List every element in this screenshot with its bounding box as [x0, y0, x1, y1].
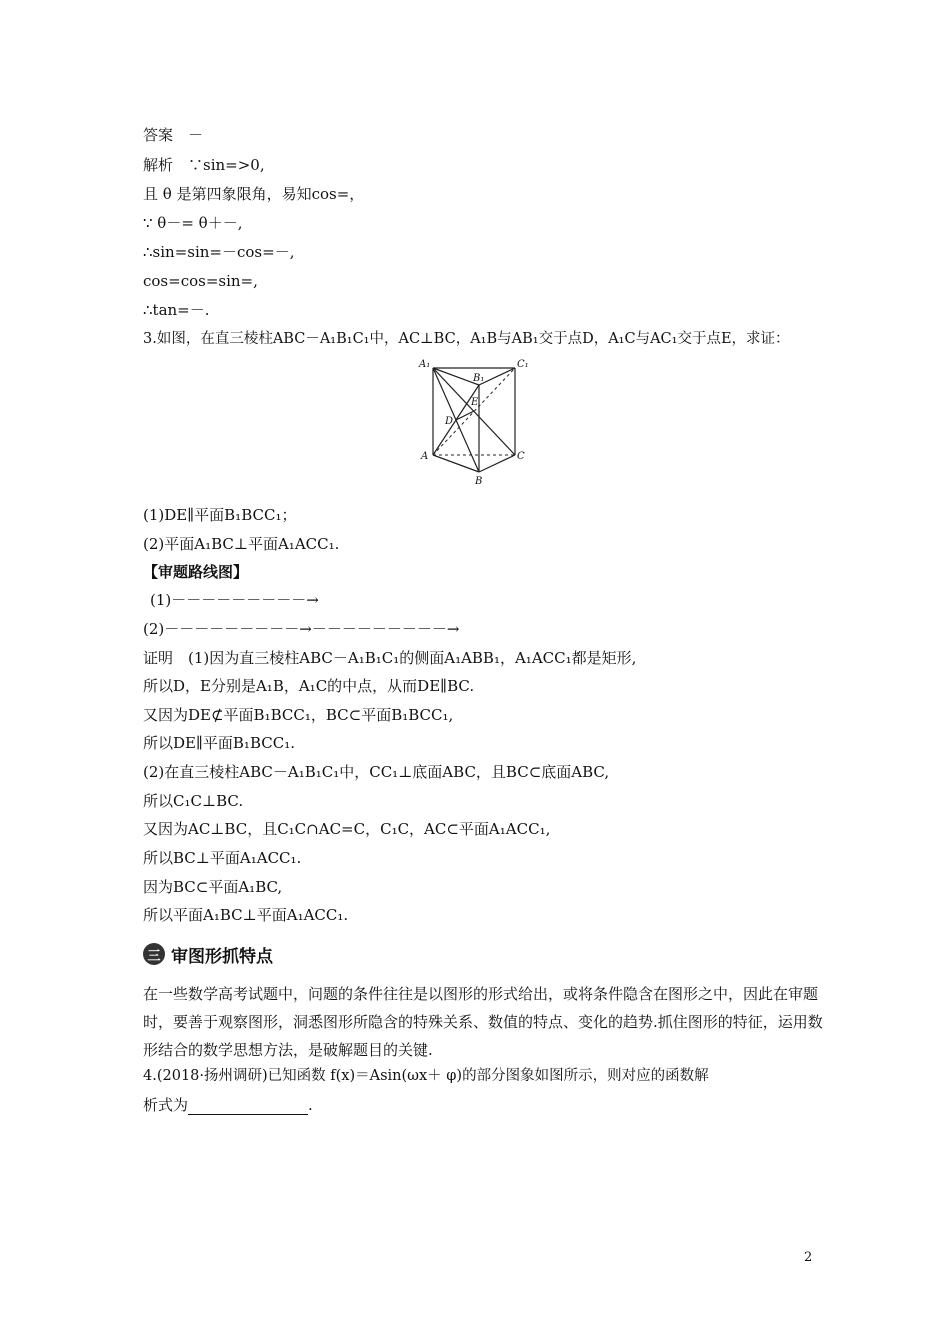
label-B: B	[475, 476, 483, 487]
label-C: C	[517, 451, 525, 462]
question-4-line-2	[143, 1095, 313, 1115]
proof-line-2: 所以D，E分别是A₁B，A₁C的中点，从而DE∥BC.	[143, 677, 475, 695]
proof-line-7: 又因为AC⊥BC，且C₁C∩AC=C，C₁C，AC⊂平面A₁ACC₁,	[143, 820, 551, 838]
route-line-1: (1)－－－－－－－－－→	[150, 591, 319, 609]
route-title: 【审题路线图】	[143, 563, 249, 581]
label-B1: B₁	[473, 373, 485, 384]
label-E: E	[471, 397, 479, 408]
label-A: A	[421, 451, 429, 462]
label-A1: A₁	[419, 359, 431, 370]
section-paragraph: 在一些数学高考试题中，问题的条件往往是以图形的形式给出，或将条件隐含在图形之中，因此在审题时，要善于观察图形，洞悉图形所隐含的特殊关系、数值的特点、变化的趋势.抓住图形的特征，运用数形结合的数学思想方法，是破解题目的关键.	[143, 985, 823, 1059]
section-number-badge: 三	[143, 943, 165, 965]
analysis-line-5: cos=cos=sin=,	[143, 272, 258, 290]
prism-figure	[415, 355, 535, 490]
proof-line-6: 所以C₁C⊥BC.	[143, 792, 244, 810]
question-3-part-2: (2)平面A₁BC⊥平面A₁ACC₁.	[143, 535, 340, 553]
question-4-line-1: 4.(2018·扬州调研)已知函数 f(x)＝Asin(ωx＋ φ)的部分图象如图所示，则对应的函数解	[143, 1068, 709, 1084]
proof-line-3: 又因为DE⊄平面B₁BCC₁，BC⊂平面B₁BCC₁,	[143, 706, 454, 724]
analysis-line-2: 且 θ 是第四象限角，易知cos=，	[143, 185, 365, 203]
analysis-line-4: ∴sin=sin=－cos=－,	[143, 243, 295, 261]
question-3: 3.如图，在直三棱柱ABC－A₁B₁C₁中，AC⊥BC，A₁B与AB₁交于点D，A₁C与AC₁交于点E，求证：	[143, 331, 790, 347]
answer-line: 答案 －	[143, 126, 204, 144]
question-4-prompt: 析式为	[143, 1096, 189, 1114]
section-title-text: 审图形抓特点	[171, 946, 273, 967]
proof-line-10: 所以平面A₁BC⊥平面A₁ACC₁.	[143, 906, 349, 924]
page-number: 2	[804, 1250, 813, 1265]
label-C1: C₁	[517, 359, 529, 370]
analysis-line-3: ∵ θ－= θ＋－,	[143, 214, 243, 232]
question-3-part-1: (1)DE∥平面B₁BCC₁；	[143, 506, 297, 524]
proof-line-8: 所以BC⊥平面A₁ACC₁.	[143, 849, 302, 867]
proof-line-5: (2)在直三棱柱ABC－A₁B₁C₁中，CC₁⊥底面ABC，且BC⊂底面ABC,	[143, 763, 610, 781]
answer-blank[interactable]	[188, 1098, 308, 1115]
proof-line-9: 因为BC⊂平面A₁BC,	[143, 878, 283, 896]
edge-bc	[479, 455, 515, 472]
proof-line-1: 证明 (1)因为直三棱柱ABC－A₁B₁C₁的侧面A₁ABB₁，A₁ACC₁都是矩形,	[143, 649, 637, 667]
proof-line-4: 所以DE∥平面B₁BCC₁.	[143, 734, 295, 752]
analysis-line-6: ∴tan=－.	[143, 301, 210, 319]
section-heading	[143, 942, 273, 966]
question-4-end: .	[308, 1096, 313, 1114]
analysis-line-1: 解析 ∵sin=>0,	[143, 156, 265, 174]
edge-b1-c1	[479, 368, 515, 385]
route-line-2: (2)－－－－－－－－－→－－－－－－－－－→	[143, 620, 460, 638]
label-D: D	[445, 416, 454, 427]
